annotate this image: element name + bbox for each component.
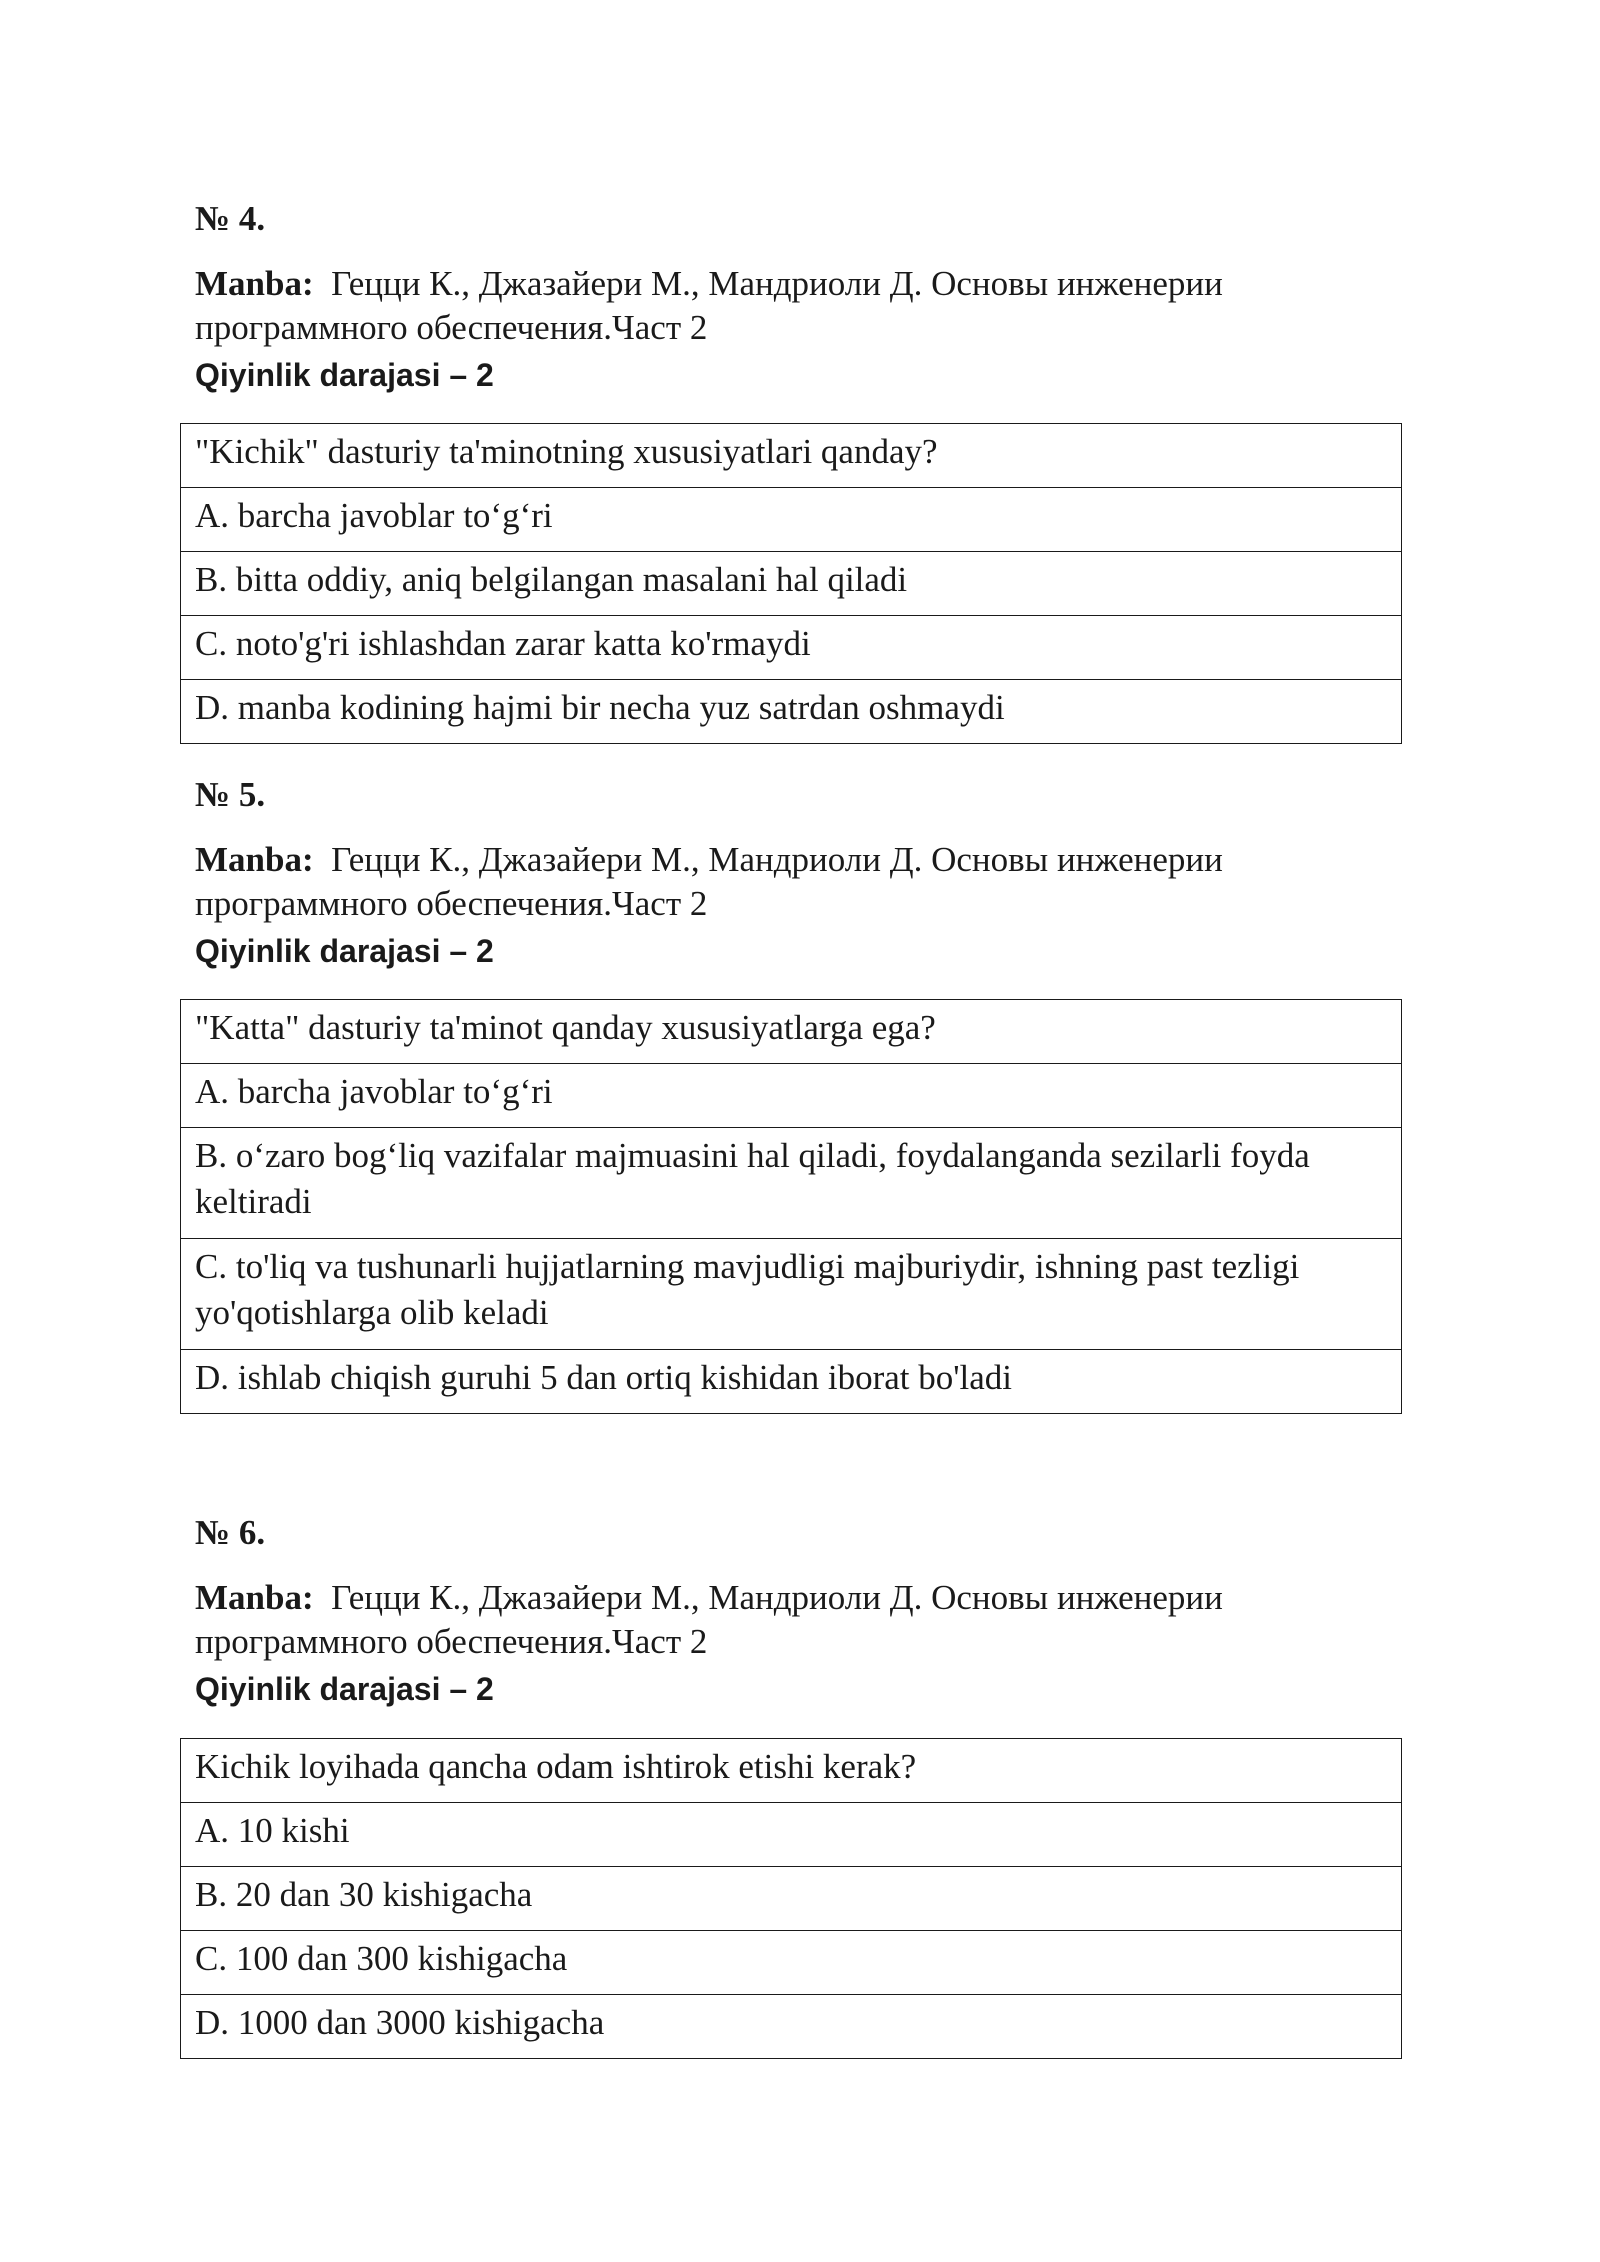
question-table	[180, 423, 1402, 744]
option-row	[181, 680, 1402, 744]
option-row	[181, 488, 1402, 552]
source-text: Гецци К., Джазайери М., Мандриоли Д. Основы инженерии программного обеспечения.Част 2	[195, 1578, 1223, 1661]
question-row	[181, 1739, 1402, 1803]
option-row	[181, 1867, 1402, 1931]
option-row	[181, 1931, 1402, 1995]
question-table	[180, 999, 1402, 1414]
source-label: Manba:	[195, 840, 314, 879]
question-text: "Katta" dasturiy ta'minot qanday xususiyatlarga ega?	[181, 1000, 1402, 1064]
difficulty-label: Qiyinlik darajasi – 2	[195, 357, 494, 393]
source-text: Гецци К., Джазайери М., Мандриоли Д. Основы инженерии программного обеспечения.Част 2	[195, 264, 1223, 347]
option-c: C. 100 dan 300 kishigacha	[181, 1931, 1402, 1995]
source-line	[195, 838, 1395, 926]
source-label: Manba:	[195, 264, 314, 303]
option-a: A. barcha javoblar to‘g‘ri	[181, 1064, 1402, 1128]
source-text: Гецци К., Джазайери М., Мандриоли Д. Основы инженерии программного обеспечения.Част 2	[195, 840, 1223, 923]
difficulty-label: Qiyinlik darajasi – 2	[195, 933, 494, 969]
option-c: C. to'liq va tushunarli hujjatlarning mavjudligi majburiydir, ishning past tezligi yo'qotishlarga olib keladi	[181, 1239, 1402, 1350]
option-a: A. 10 kishi	[181, 1803, 1402, 1867]
option-row	[181, 616, 1402, 680]
question-number: № 5.	[195, 775, 266, 814]
question-number: № 6.	[195, 1513, 266, 1552]
question-table	[180, 1738, 1402, 2059]
option-row	[181, 1239, 1402, 1350]
question-number: № 4.	[195, 199, 266, 238]
option-row	[181, 1064, 1402, 1128]
option-row	[181, 552, 1402, 616]
option-a: A. barcha javoblar to‘g‘ri	[181, 488, 1402, 552]
option-row	[181, 1350, 1402, 1414]
option-row	[181, 1803, 1402, 1867]
option-d: D. manba kodining hajmi bir necha yuz satrdan oshmaydi	[181, 680, 1402, 744]
option-d: D. 1000 dan 3000 kishigacha	[181, 1995, 1402, 2059]
source-line	[195, 1576, 1395, 1664]
source-label: Manba:	[195, 1578, 314, 1617]
source-line	[195, 262, 1395, 350]
option-b: B. bitta oddiy, aniq belgilangan masalani hal qiladi	[181, 552, 1402, 616]
question-row	[181, 1000, 1402, 1064]
option-b: B. 20 dan 30 kishigacha	[181, 1867, 1402, 1931]
option-d: D. ishlab chiqish guruhi 5 dan ortiq kishidan iborat bo'ladi	[181, 1350, 1402, 1414]
option-c: C. noto'g'ri ishlashdan zarar katta ko'rmaydi	[181, 616, 1402, 680]
question-text: Kichik loyihada qancha odam ishtirok etishi kerak?	[181, 1739, 1402, 1803]
option-row	[181, 1128, 1402, 1239]
question-text: "Kichik" dasturiy ta'minotning xususiyatlari qanday?	[181, 424, 1402, 488]
option-b: B. o‘zaro bog‘liq vazifalar majmuasini hal qiladi, foydalanganda sezilarli foyda keltiradi	[181, 1128, 1402, 1239]
difficulty-label: Qiyinlik darajasi – 2	[195, 1671, 494, 1707]
question-row	[181, 424, 1402, 488]
option-row	[181, 1995, 1402, 2059]
